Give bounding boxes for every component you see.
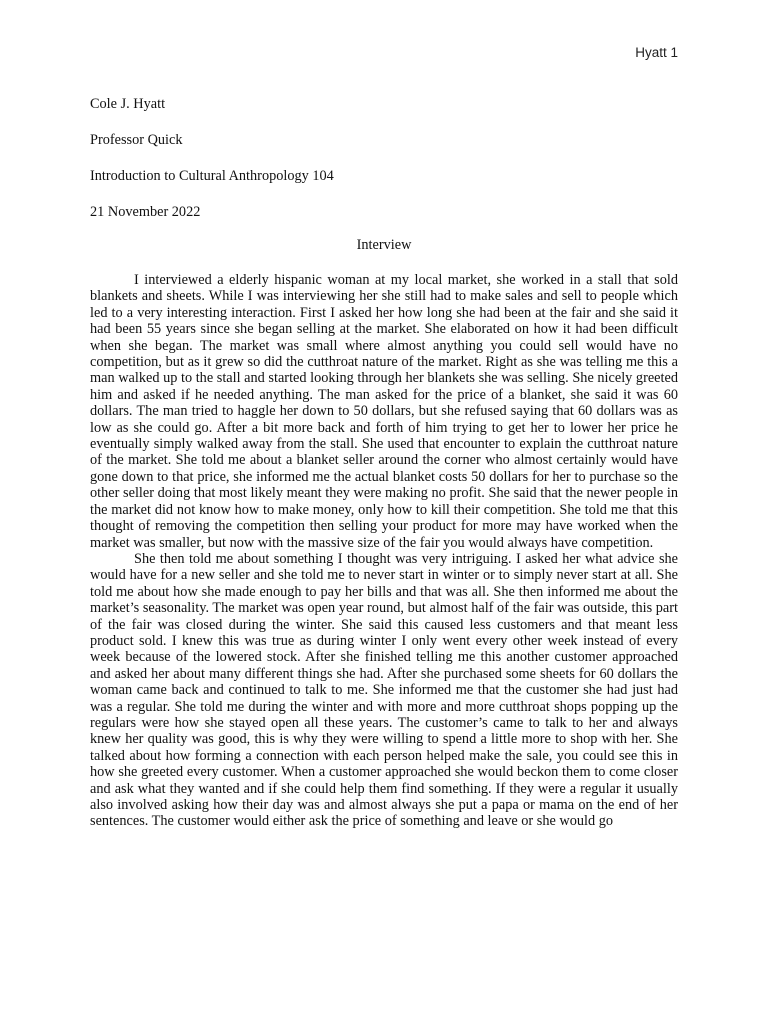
author-name: Cole J. Hyatt [90, 96, 166, 112]
document-date: 21 November 2022 [90, 204, 201, 220]
document-title: Interview [356, 237, 412, 253]
running-head: Hyatt 1 [635, 45, 678, 60]
mla-heading [90, 95, 678, 239]
paragraph-2: She then told me about something I thought was very intriguing. I asked her what advice she would have for a new seller and she told me to never start in winter or to simply never start at all. She told me about how she made enough to pay her bills and that was all. She then informed me about the market’s seasonality. The market was open year round, but almost half of the fair was outside, this part of the fair was closed during the winter. She said this caused less customers and that meant less product sold. I knew this was true as during winter I only went every other week instead of every week because of the lowered stock. After she finished telling me this another customer approached and asked her about many different things she had. After she purchased some sheets for 60 dollars the woman came back and continued to talk to me. She informed me that the customer she had just had was a regular. She told me during the winter and with more and more cutthroat shops popping up the regulars were how she stayed open all these years. The customer’s came to talk to her and always knew her quality was good, this is why they were willing to spend a little more to shop with her. She talked about how forming a connection with each person helped make the sale, you could see this in how she greeted every customer. When a customer approached she would beckon them to come closer and ask what they wanted and if she could help them find something. If they were a regular it usually also involved asking how their day was and almost always she put a papa or mama on the end of her sentences. The customer would either ask the price of something and leave or she would go [90, 550, 678, 830]
course-name: Introduction to Cultural Anthropology 104 [90, 168, 334, 184]
paragraph-1: I interviewed a elderly hispanic woman at my local market, she worked in a stall that sold blankets and sheets. While I was interviewing her she still had to make sales and sell to people which led to a very interesting interaction. First I asked her how long she had been at the fair and she said it had been 55 years since she began selling at the market. She elaborated on how it had been difficult when she began. The market was small where almost anything you could sell would have no competition, but as it grew so did the cutthroat nature of the market. Right as she was telling me this a man walked up to the stall and started looking through her blankets she was selling. She nicely greeted him and asked if he needed anything. The man asked for the price of a blanket, she said it was 60 dollars. The man tried to haggle her down to 50 dollars, but she refused saying that 60 dollars was as low as she could go. After a bit more back and forth of him trying to get her to lower her price he eventually simply walked away from the stall. She used that encounter to explain the cutthroat nature of the market. She told me about a blanket seller around the corner who almost certainly would have gone down to that price, she informed me the actual blanket costs 50 dollars for her to purchase so the other seller doing that most likely meant they were making no profit. She said that the newer people in the market did not know how to make money, only how to kill their competition. She told me that this thought of removing the competition then selling your product for more may have worked when the market was smaller, but now with the massive size of the fair you would always have competition. [90, 272, 678, 551]
instructor-name: Professor Quick [90, 132, 183, 148]
body-text [90, 272, 678, 830]
